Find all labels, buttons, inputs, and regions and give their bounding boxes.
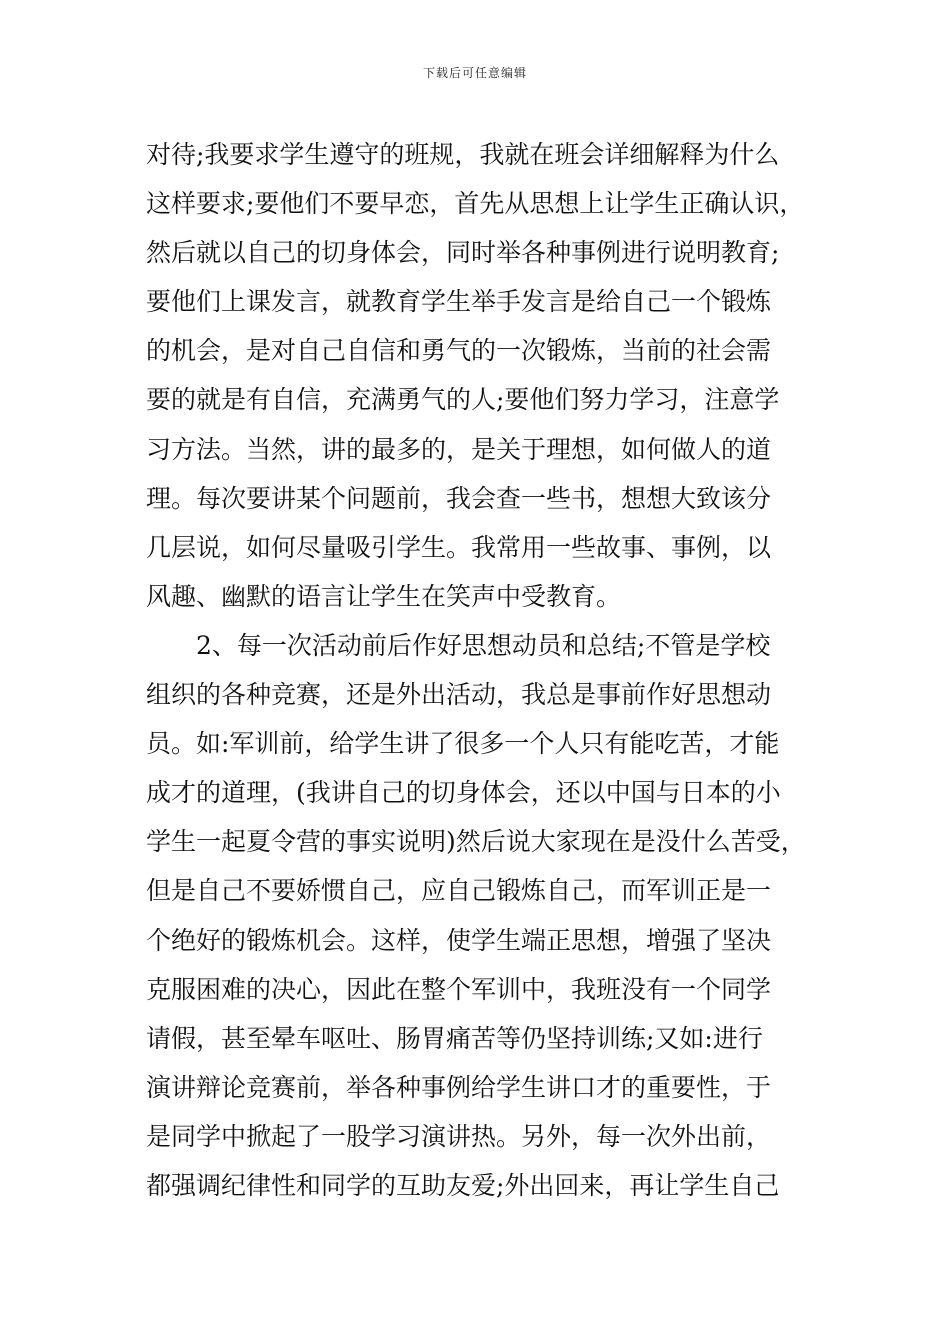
text-line: 要他们上课发言，就教育学生举手发言是给自己一个锻炼 <box>146 287 772 317</box>
text-line: 是同学中掀起了一股学习演讲热。另外，每一次外出前， <box>146 1121 772 1151</box>
text-line: 组织的各种竞赛，还是外出活动，我总是事前作好思想动 <box>146 680 772 710</box>
text-line: 理。每次要讲某个问题前，我会查一些书，想想大致该分 <box>146 483 772 513</box>
text-line: 个绝好的锻炼机会。这样，使学生端正思想，增强了坚决 <box>146 925 772 955</box>
body-text <box>146 130 826 1210</box>
page-header: 下载后可任意编辑 <box>422 66 527 80</box>
text-line: 但是自己不要娇惯自己，应自己锻炼自己，而军训正是一 <box>146 876 772 906</box>
text-line: 学生一起夏令营的事实说明)然后说大家现在是没什么苦受， <box>146 827 806 857</box>
text-line: 克服困难的决心，因此在整个军训中，我班没有一个同学 <box>146 974 772 1004</box>
paragraph-start-line: 2、每一次活动前后作好思想动员和总结;不管是学校 <box>196 630 771 660</box>
text-line: 这样要求;要他们不要早恋，首先从思想上让学生正确认识， <box>146 189 805 219</box>
text-line: 员。如:军训前，给学生讲了很多一个人只有能吃苦，才能 <box>146 729 780 759</box>
text-line: 几层说，如何尽量吸引学生。我常用一些故事、事例，以 <box>146 532 772 562</box>
text-line: 成才的道理，(我讲自己的切身体会，还以中国与日本的小 <box>146 778 781 808</box>
text-line: 然后就以自己的切身体会，同时举各种事例进行说明教育; <box>146 238 780 268</box>
text-line: 演讲辩论竞赛前，举各种事例给学生讲口才的重要性，于 <box>146 1072 772 1102</box>
text-line: 对待;我要求学生遵守的班规，我就在班会详细解释为什么 <box>146 140 780 169</box>
text-line: 习方法。当然，讲的最多的，是关于理想，如何做人的道 <box>146 434 772 464</box>
text-line: 要的就是有自信，充满勇气的人;要他们努力学习，注意学 <box>146 385 780 415</box>
text-line: 请假，甚至晕车呕吐、肠胃痛苦等仍坚持训练;又如:进行 <box>146 1023 763 1053</box>
text-line: 都强调纪律性和同学的互助友爱;外出回来，再让学生自己 <box>146 1170 780 1200</box>
text-line: 的机会，是对自己自信和勇气的一次锻炼，当前的社会需 <box>146 336 772 366</box>
text-line: 风趣、幽默的语言让学生在笑声中受教育。 <box>146 581 622 611</box>
